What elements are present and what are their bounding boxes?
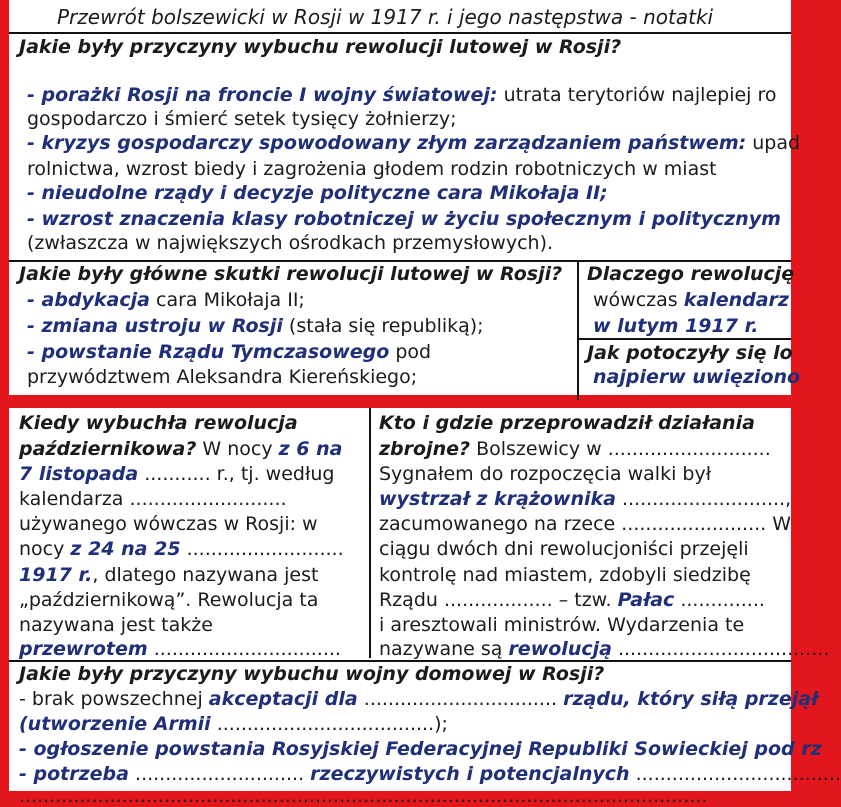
answer-3-line-1: wówczas kalendarz (593, 289, 789, 311)
answer-1-line-7: (zwłaszcza w największych ośrodkach przemysłowych). (27, 232, 554, 254)
answer-1-line-4: rolnictwa, wzrost biedy i zagrożenia głodem rodzin robotniczych w miast (27, 158, 717, 180)
question-2: Jakie były główne skutki rewolucji lutowej w Rosji? (19, 263, 563, 285)
armed-action-line-7: kontrolę nad miastem, zdobyli siedzibę (379, 564, 751, 586)
civil-war-line-5: .................................................................................................................. (19, 785, 708, 807)
armed-action-line-5: zacumowanego na rzece ........................ W (379, 513, 792, 535)
divider (9, 32, 791, 34)
armed-action-line-2: zbrojne? Bolszewicy w ........................... (379, 438, 771, 460)
october-line-10: przewrotem ............................... (19, 638, 341, 660)
answer-1-line-1: - porażki Rosji na froncie I wojny światowej: utrata terytoriów najlepiej ro (27, 84, 777, 106)
october-line-6: nocy z 24 na 25 .......................... (19, 538, 344, 560)
answer-1-line-2: gospodarczo i śmierć setek tysięcy żołnierzy; (27, 108, 457, 130)
answer-3-line-2: w lutym 1917 r. (593, 315, 759, 337)
answer-4-line-1: najpierw uwięziono (593, 366, 801, 388)
civil-war-line-2: (utworzenie Armii ....................................); (19, 713, 448, 735)
column-divider (369, 408, 371, 658)
answer-2-line-4: przywództwem Aleksandra Kiereńskiego; (27, 366, 418, 388)
armed-action-line-10: nazywane są rewolucją ................................... (379, 638, 830, 660)
column-divider (577, 260, 579, 400)
civil-war-line-3: - ogłoszenie powstania Rosyjskiej Federacyjnej Republiki Sowieckiej pod rz (19, 738, 822, 760)
question-october-date-1: Kiedy wybuchła rewolucja (19, 412, 298, 434)
armed-action-line-8: Rządu .................. – tzw. Pałac .............. (379, 589, 765, 611)
answer-1-line-3: - kryzys gospodarczy spowodowany złym zarządzaniem państwem: upad (27, 132, 801, 154)
notes-bottom-panel (9, 408, 841, 807)
answer-2-line-2: - zmiana ustroju w Rosji (stała się republiką); (27, 315, 484, 337)
question-1: Jakie były przyczyny wybuchu rewolucji lutowej w Rosji? (19, 36, 622, 58)
october-line-3: 7 listopada ........... r., tj. według (19, 463, 335, 485)
answer-2-line-3: - powstanie Rządu Tymczasowego pod (27, 341, 432, 363)
answer-2-line-1: - abdykacja cara Mikołaja II; (27, 289, 305, 311)
civil-war-line-4: - potrzeba ............................ rzeczywistych i potencjalnych .................................. (19, 763, 841, 785)
divider (577, 338, 791, 340)
october-line-8: „październikową”. Rewolucja ta (19, 589, 319, 611)
answer-1-line-6: - wzrost znaczenia klasy robotniczej w życiu społecznym i politycznym (27, 208, 781, 230)
answer-1-line-5: - nieudolne rządy i decyzje polityczne cara Mikołaja II; (27, 182, 608, 204)
civil-war-line-1: - brak powszechnej akceptacji dla ................................ rządu, który siłą przejął (19, 688, 819, 710)
october-line-9: nazywana jest także (19, 614, 213, 636)
question-civil-war: Jakie były przyczyny wybuchu wojny domowej w Rosji? (19, 663, 605, 685)
october-line-4: kalendarza .......................... (19, 488, 287, 510)
question-4: Jak potoczyły się lo (587, 342, 793, 364)
armed-action-line-4: wystrzał z krążownika ..........................., (379, 488, 792, 510)
question-armed-action-1: Kto i gdzie przeprowadził działania (379, 412, 755, 434)
page-title: Przewrót bolszewicki w Rosji w 1917 r. i jego następstwa - notatki (57, 5, 714, 29)
armed-action-line-3: Sygnałem do rozpoczęcia walki był (379, 463, 712, 485)
armed-action-line-6: ciągu dwóch dni rewolucjoniści przejęli (379, 538, 749, 560)
divider (9, 660, 791, 662)
notes-top-panel (9, 0, 801, 395)
divider (9, 260, 791, 262)
october-line-5: używanego wówczas w Rosji: w (19, 513, 318, 535)
october-line-7: 1917 r., dlatego nazywana jest (19, 564, 319, 586)
question-october-date-2: październikowa? W nocy z 6 na (19, 438, 343, 460)
armed-action-line-9: i aresztowali ministrów. Wydarzenia te (379, 614, 745, 636)
question-3: Dlaczego rewolucję (587, 263, 795, 285)
